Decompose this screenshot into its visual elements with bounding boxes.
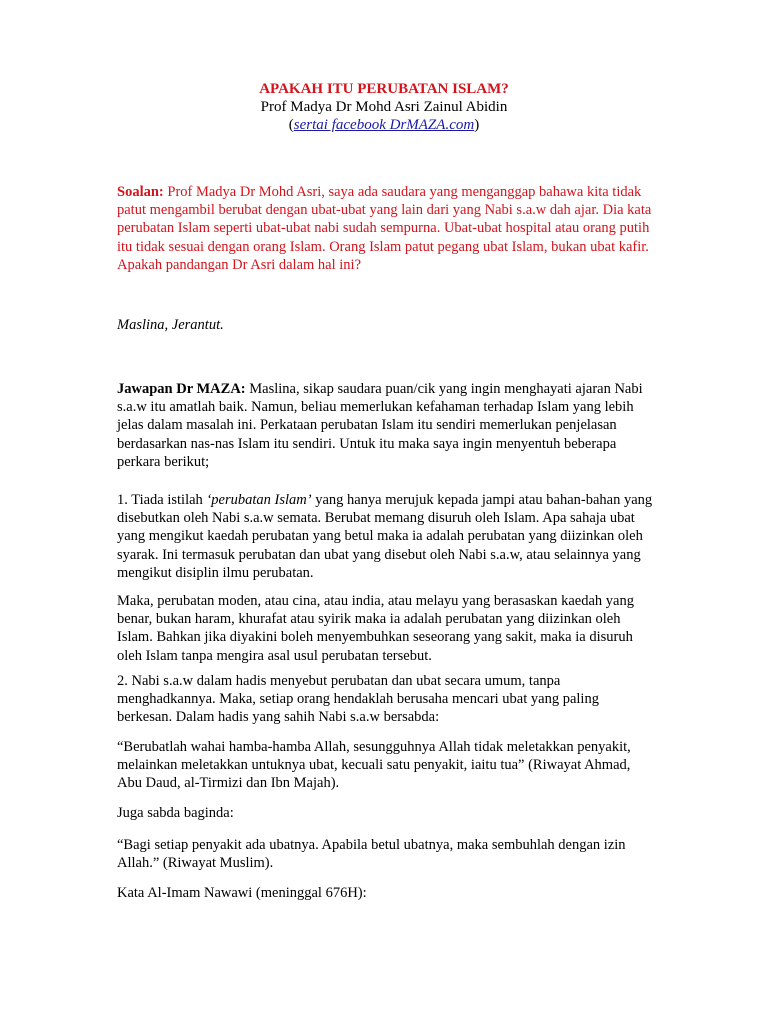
paren-open: ( (288, 117, 294, 133)
answer-text: Maslina, sikap saudara puan/cik yang ingin menghayati ajaran Nabi s.a.w itu amatlah baik. Namun, beliau memerlukan kefahaman terhadap Islam yang lebih jelas dalam masalah ini. Perkataan perubatan Islam itu sendiri memerlukan penjelasan berdasarkan nas-nas Islam itu sendiri. Untuk itu maka saya ingin menyentuh beberapa perkara berikut; (117, 381, 643, 470)
signature: Maslina, Jerantut. (117, 317, 224, 333)
author-line: Prof Madya Dr Mohd Asri Zainul Abidin (260, 99, 508, 115)
paren-close: ) (474, 117, 480, 133)
hadith-quote-2: “Bagi setiap penyakit ada ubatnya. Apabila betul ubatnya, maka sembuhlah dengan izin Allah.” (Riwayat Muslim). (117, 837, 626, 872)
point-1-after: yang hanya merujuk kepada jampi atau bahan-bahan yang disebutkan oleh Nabi s.a.w semata. Berubat memang disuruh oleh Islam. Apa sahaja ubat yang mengikut kaedah perubatan yang betul maka ia adalah perubatan yang diizinkan oleh syarak. Ini termasuk perubatan dan ubat yang disebut oleh Nabi s.a.w, atau selainnya yang mengikut disiplin ilmu perubatan. (117, 492, 653, 581)
facebook-link-line (0, 116, 768, 134)
question-paragraph (117, 183, 653, 274)
hadith-quote-1: “Berubatlah wahai hamba-hamba Allah, sesungguhnya Allah tidak meletakkan penyakit, melainkan meletakkan untuknya ubat, kecuali satu penyakit, iaitu tua” (Riwayat Ahmad, Abu Daud, al-Tirmizi dan Ibn Majah). (117, 739, 631, 792)
nawawi-quote-intro: Kata Al-Imam Nawawi (meninggal 676H): (117, 885, 367, 901)
question-label: Soalan: (117, 184, 164, 200)
point-1-before: 1. Tiada istilah (117, 492, 207, 508)
point-2-paragraph: 2. Nabi s.a.w dalam hadis menyebut perubatan dan ubat secara umum, tanpa menghadkannya. Maka, setiap orang hendaklah berusaha mencari ubat yang paling berkesan. Dalam hadis yang sahih Nabi s.a.w bersabda: (117, 673, 599, 726)
answer-label: Jawapan Dr MAZA: (117, 381, 246, 397)
document-header (0, 80, 768, 134)
question-text: Prof Madya Dr Mohd Asri, saya ada saudara yang menganggap bahawa kita tidak patut mengambil berubat dengan ubat-ubat yang lain dari yang Nabi s.a.w dah ajar. Dia kata perubatan Islam seperti ubat-ubat nabi sudah sempurna. Ubat-ubat hospital atau orang putih itu tidak sesuai dengan orang Islam. Orang Islam patut pegang ubat Islam, bukan ubat kafir. Apakah pandangan Dr Asri dalam hal ini? (117, 184, 652, 273)
document-title: APAKAH ITU PERUBATAN ISLAM? (259, 81, 509, 97)
modern-medicine-paragraph: Maka, perubatan moden, atau cina, atau india, atau melayu yang berasaskan kaedah yang benar, bukan haram, khurafat atau syirik maka ia adalah perubatan yang diizinkan oleh Islam. Bahkan jika diyakini boleh menyembuhkan seseorang yang sakit, maka ia disuruh oleh Islam tanpa mengira asal usul perubatan tersebut. (117, 593, 634, 664)
point-1-paragraph (117, 491, 653, 582)
hadith-intro: Juga sabda baginda: (117, 805, 234, 821)
point-1-term: ‘perubatan Islam’ (206, 492, 312, 508)
facebook-link[interactable]: sertai facebook DrMAZA.com (293, 117, 475, 133)
answer-paragraph (117, 380, 653, 471)
